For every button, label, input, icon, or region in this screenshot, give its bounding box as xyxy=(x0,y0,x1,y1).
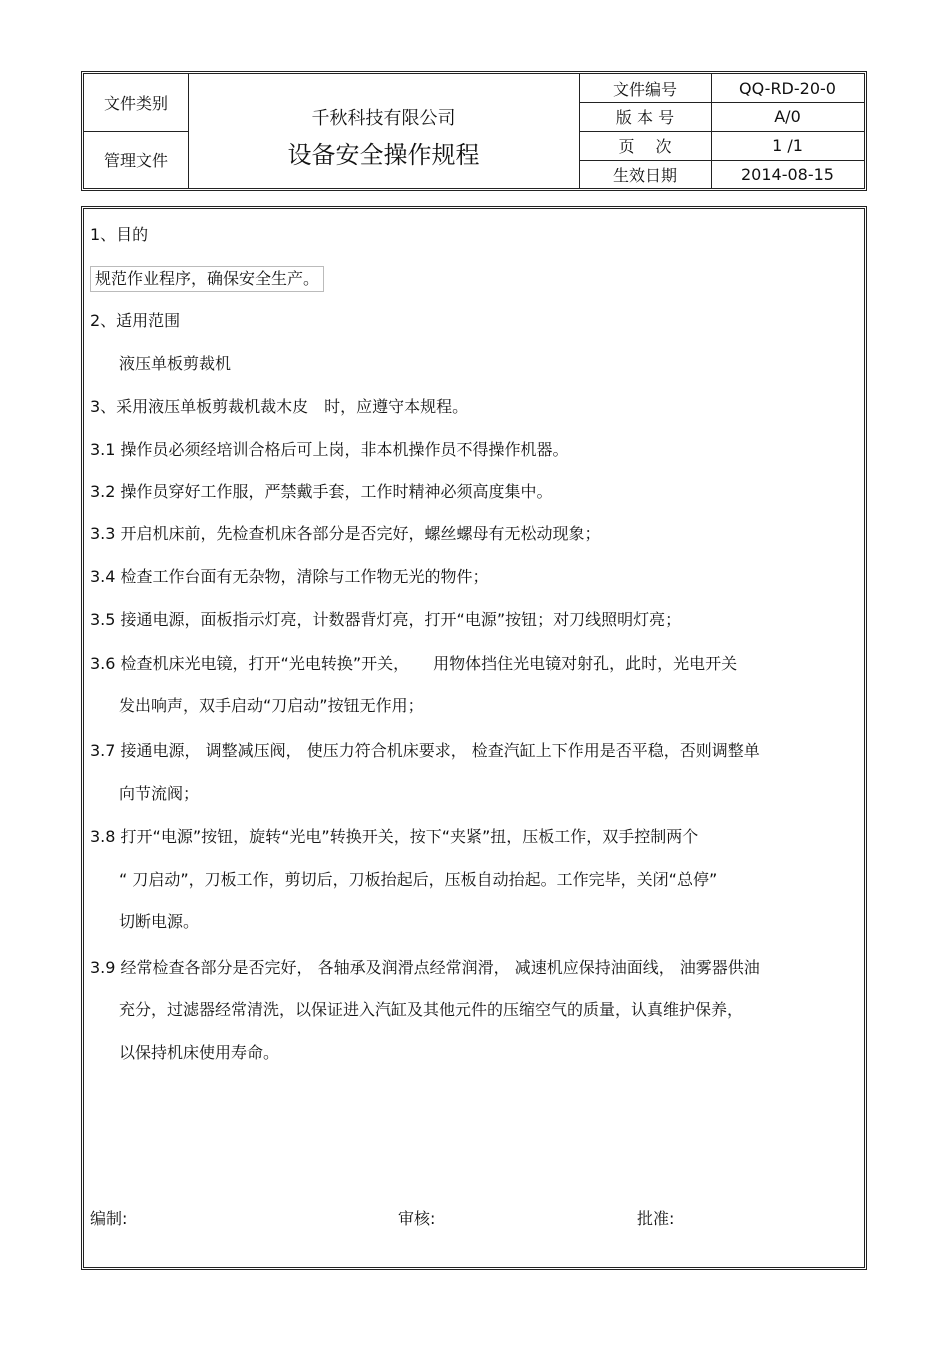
rule-item-continuation: 发出响声，双手启动“刀启动”按钮无作用； xyxy=(119,696,424,715)
approver-signature-label: 批准: xyxy=(637,1209,675,1228)
rule-item: 3.8 打开“电源”按钮，旋转“光电”转换开关，按下“夹紧”扭，压板工作，双手控制两个 xyxy=(90,827,699,846)
effective-date-value: 2014-08-15 xyxy=(741,164,834,184)
rule-item: 3.9 经常检查各部分是否完好， 各轴承及润滑点经常润滑， 减速机应保持油面线， 油雾器供油 xyxy=(90,958,760,977)
rule-item-continuation: 切断电源。 xyxy=(119,912,200,931)
rule-item: 3.2 操作员穿好工作服，严禁戴手套，工作时精神必须高度集中。 xyxy=(90,482,553,501)
rule-item: 3.6 检查机床光电镜，打开“光电转换”开关， 用物体挡住光电镜对射孔，此时，光电开关 xyxy=(90,654,738,673)
scope-text: 液压单板剪裁机 xyxy=(119,354,232,373)
effective-date-label: 生效日期 xyxy=(612,165,677,185)
rule-item: 3.1 操作员必须经培训合格后可上岗，非本机操作员不得操作机器。 xyxy=(90,440,569,459)
version-label: 版 本 号 xyxy=(615,108,675,127)
rule-item-continuation: “ 刀启动”，刀板工作，剪切后，刀板抬起后，压板自动抬起。工作完毕，关闭“总停” xyxy=(119,870,718,889)
page-count-value: 1 /1 xyxy=(772,136,803,155)
divider xyxy=(188,74,189,188)
page-count-label: 页 次 xyxy=(618,137,672,156)
section-heading: 2、适用范围 xyxy=(90,311,181,330)
rule-item-continuation: 向节流阀； xyxy=(119,784,200,803)
doc-number-value: QQ-RD-20-0 xyxy=(739,78,836,98)
rule-item: 3.3 开启机床前，先检查机床各部分是否完好，螺丝螺母有无松动现象； xyxy=(90,524,601,543)
company-name: 千秋科技有限公司 xyxy=(311,108,456,129)
editor-signature-label: 编制: xyxy=(90,1209,128,1228)
section-heading: 3、采用液压单板剪裁机裁木皮 时，应遵守本规程。 xyxy=(90,397,469,416)
purpose-text: 规范作业程序，确保安全生产。 xyxy=(90,266,324,292)
doc-category-value: 管理文件 xyxy=(103,151,168,170)
reviewer-signature-label: 审核: xyxy=(398,1209,436,1228)
rule-item-continuation: 充分，过滤器经常清洗，以保证进入汽缸及其他元件的压缩空气的质量，认真维护保养， xyxy=(119,1000,744,1019)
rule-item: 3.7 接通电源， 调整减压阀， 使压力符合机床要求， 检查汽缸上下作用是否平稳，否则调整单 xyxy=(90,741,760,760)
page-title: 设备安全操作规程 xyxy=(287,140,480,169)
doc-number-label: 文件编号 xyxy=(612,79,677,99)
rule-item-continuation: 以保持机床使用寿命。 xyxy=(119,1043,280,1062)
rule-item: 3.4 检查工作台面有无杂物，清除与工作物无光的物件； xyxy=(90,567,489,586)
doc-category-label: 文件类别 xyxy=(103,94,168,113)
rule-item: 3.5 接通电源，面板指示灯亮，计数器背灯亮，打开“电源”按钮；对刀线照明灯亮； xyxy=(90,610,682,629)
document-header-table xyxy=(81,71,867,191)
section-heading: 1、目的 xyxy=(90,225,149,244)
version-value: A/0 xyxy=(774,107,801,126)
